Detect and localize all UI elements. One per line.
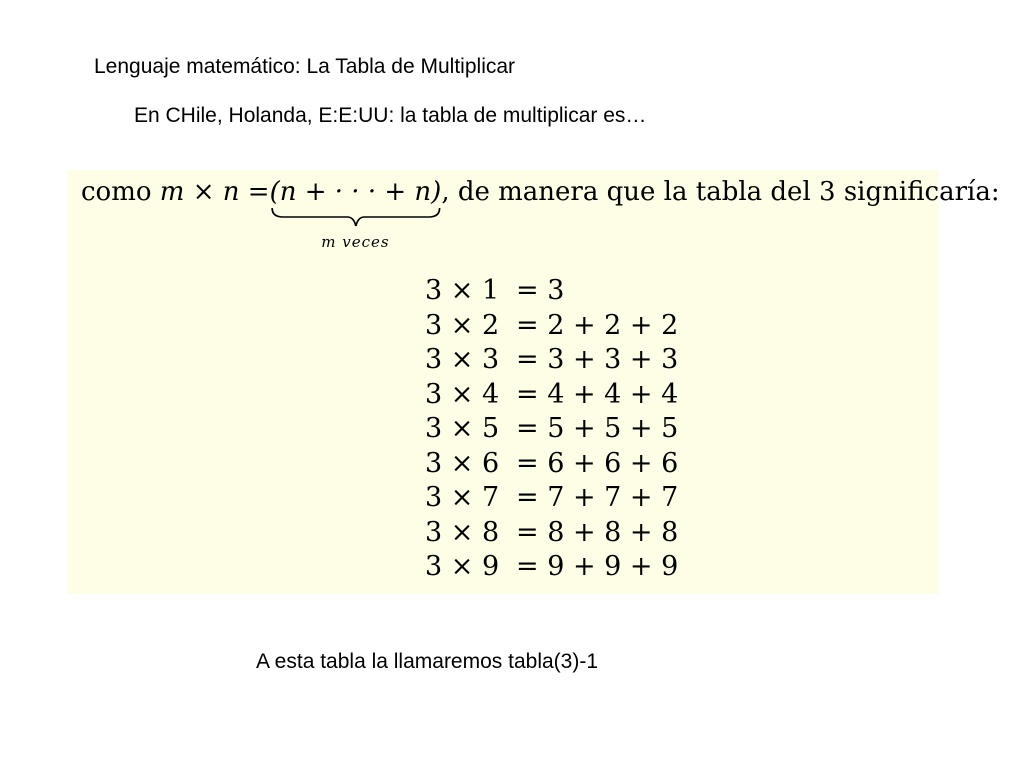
- definition-rest: , de manera que la tabla del 3 significaría:: [441, 177, 1000, 207]
- sum-text: (n + · · · + n): [269, 177, 442, 207]
- row-lhs: 3 × 9: [425, 551, 500, 582]
- row-rhs: = 6 + 6 + 6: [516, 447, 679, 479]
- row-rhs: = 4 + 4 + 4: [516, 378, 679, 410]
- slide-title: Lenguaje matemático: La Tabla de Multiplicar: [94, 55, 516, 78]
- row-rhs: = 7 + 7 + 7: [516, 482, 679, 513]
- row-lhs: 3 × 1: [425, 275, 500, 306]
- slide-subtitle: En CHile, Holanda, E:E:UU: la tabla de multiplicar es…: [134, 104, 647, 127]
- definition-line: [81, 176, 1000, 251]
- row-rhs: = 5 + 5 + 5: [516, 413, 679, 444]
- underbrace-icon: [270, 206, 442, 228]
- row-lhs: 3 × 2: [425, 309, 500, 341]
- footer-note: A esta tabla la llamaremos tabla(3)-1: [256, 650, 598, 673]
- word-como: como: [81, 177, 152, 207]
- row-rhs: = 8 + 8 + 8: [516, 516, 679, 548]
- row-lhs: 3 × 8: [425, 516, 500, 548]
- row-rhs: = 3: [516, 275, 565, 306]
- row-rhs: = 9 + 9 + 9: [516, 551, 679, 582]
- row-rhs: = 2 + 2 + 2: [516, 309, 679, 341]
- row-lhs: 3 × 3: [425, 344, 500, 375]
- row-rhs: = 3 + 3 + 3: [516, 344, 679, 375]
- equals-sign: =: [247, 177, 270, 207]
- row-lhs: 3 × 5: [425, 413, 500, 444]
- brace-label: m veces: [321, 233, 390, 251]
- sum-expression: [269, 176, 442, 251]
- product-expression: m × n: [159, 177, 240, 207]
- row-lhs: 3 × 7: [425, 482, 500, 513]
- row-lhs: 3 × 4: [425, 378, 500, 410]
- math-image: [67, 170, 1000, 594]
- row-lhs: 3 × 6: [425, 447, 500, 479]
